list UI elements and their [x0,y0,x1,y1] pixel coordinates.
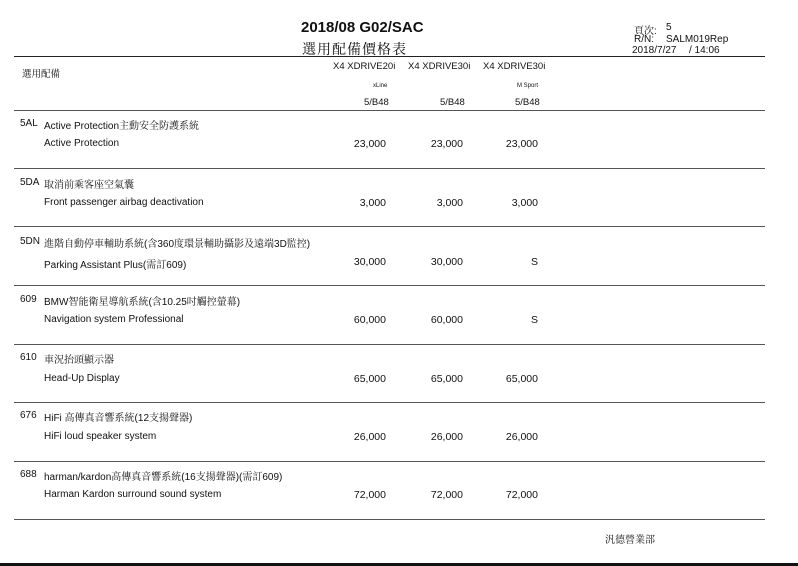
price-model-2: 23,000 [430,138,463,150]
price-model-1: 65,000 [353,373,386,385]
price-model-3: S [530,314,538,326]
price-model-1: 60,000 [353,314,386,326]
price-model-3: 23,000 [505,138,538,150]
price-model-1: 72,000 [353,489,386,501]
report-title: 2018/08 G02/SAC [301,19,424,36]
option-title: BMW智能衛星導航系統(含10.25吋觸控螢幕) [44,297,241,308]
price-model-2: 3,000 [436,197,463,209]
price-model-2: 72,000 [430,489,463,501]
price-model-3: 26,000 [505,431,538,443]
option-description: Front passenger airbag deactivation [44,197,204,208]
price-model-3: 65,000 [505,373,538,385]
section-rule [14,226,765,227]
price-model-3: 72,000 [505,489,538,501]
page-number: 5 [666,22,672,33]
model-3-name: X4 XDRIVE30i [483,61,546,72]
option-description: Head-Up Display [44,373,120,384]
price-model-1: 30,000 [353,256,386,268]
option-title: HiFi 高傳真音響系統(12支揚聲器) [44,413,193,424]
model-2-name: X4 XDRIVE30i [408,61,471,72]
option-title: harman/kardon高傳真音響系統(16支揚聲器)(需訂609) [44,472,283,483]
section-rule [14,168,765,169]
option-title: 進階自動停車輔助系統(含360度環景輔助攝影及遠端3D監控) [44,239,311,250]
report-subtitle: 選用配備價格表 [302,41,407,57]
option-code: 5DA [20,177,40,188]
price-model-3: S [530,256,538,268]
option-code: 610 [20,352,37,363]
model-1-variant: xLine [373,83,388,89]
option-title: 取消前乘客座空氣囊 [44,180,134,191]
model-1-name: X4 XDRIVE20i [333,61,396,72]
price-model-1: 26,000 [353,431,386,443]
price-model-1: 3,000 [359,197,386,209]
option-description: HiFi loud speaker system [44,431,157,442]
model-3-variant: M Sport [517,83,539,89]
section-rule [14,285,765,286]
report-date: 2018/7/27 [632,45,677,56]
option-description: Parking Assistant Plus(需訂609) [44,260,187,271]
price-model-2: 60,000 [430,314,463,326]
section-rule [14,344,765,345]
model-2-engine: 5/B48 [440,97,465,108]
option-column-header: 選用配備 [22,69,61,80]
section-rule [14,402,765,403]
price-model-2: 65,000 [430,373,463,385]
option-title: Active Protection主動安全防護系統 [44,121,200,132]
price-model-3: 3,000 [511,197,538,209]
rn-value: SALM019Rep [666,34,729,45]
section-rule [14,461,765,462]
option-title: 車況抬頭顯示器 [44,355,114,366]
model-1-engine: 5/B48 [364,97,389,108]
option-description: Active Protection [44,138,120,149]
model-3-engine: 5/B48 [515,97,540,108]
option-description: Navigation system Professional [44,314,184,325]
option-code: 676 [20,410,37,421]
option-code: 5DN [20,236,41,247]
option-code: 688 [20,469,37,480]
price-model-2: 26,000 [430,431,463,443]
price-model-1: 23,000 [353,138,386,150]
report-time: / 14:06 [689,45,720,56]
dealer-name: 汎德營業部 [605,535,655,546]
column-header-rule [14,110,765,111]
header-rule [14,56,765,57]
rn-label: R/N: [634,34,654,45]
option-code: 609 [20,294,37,305]
option-description: Harman Kardon surround sound system [44,489,222,500]
option-code: 5AL [20,118,38,129]
page-label: 頁次: [634,26,657,37]
section-rule [14,519,765,520]
price-model-2: 30,000 [430,256,463,268]
